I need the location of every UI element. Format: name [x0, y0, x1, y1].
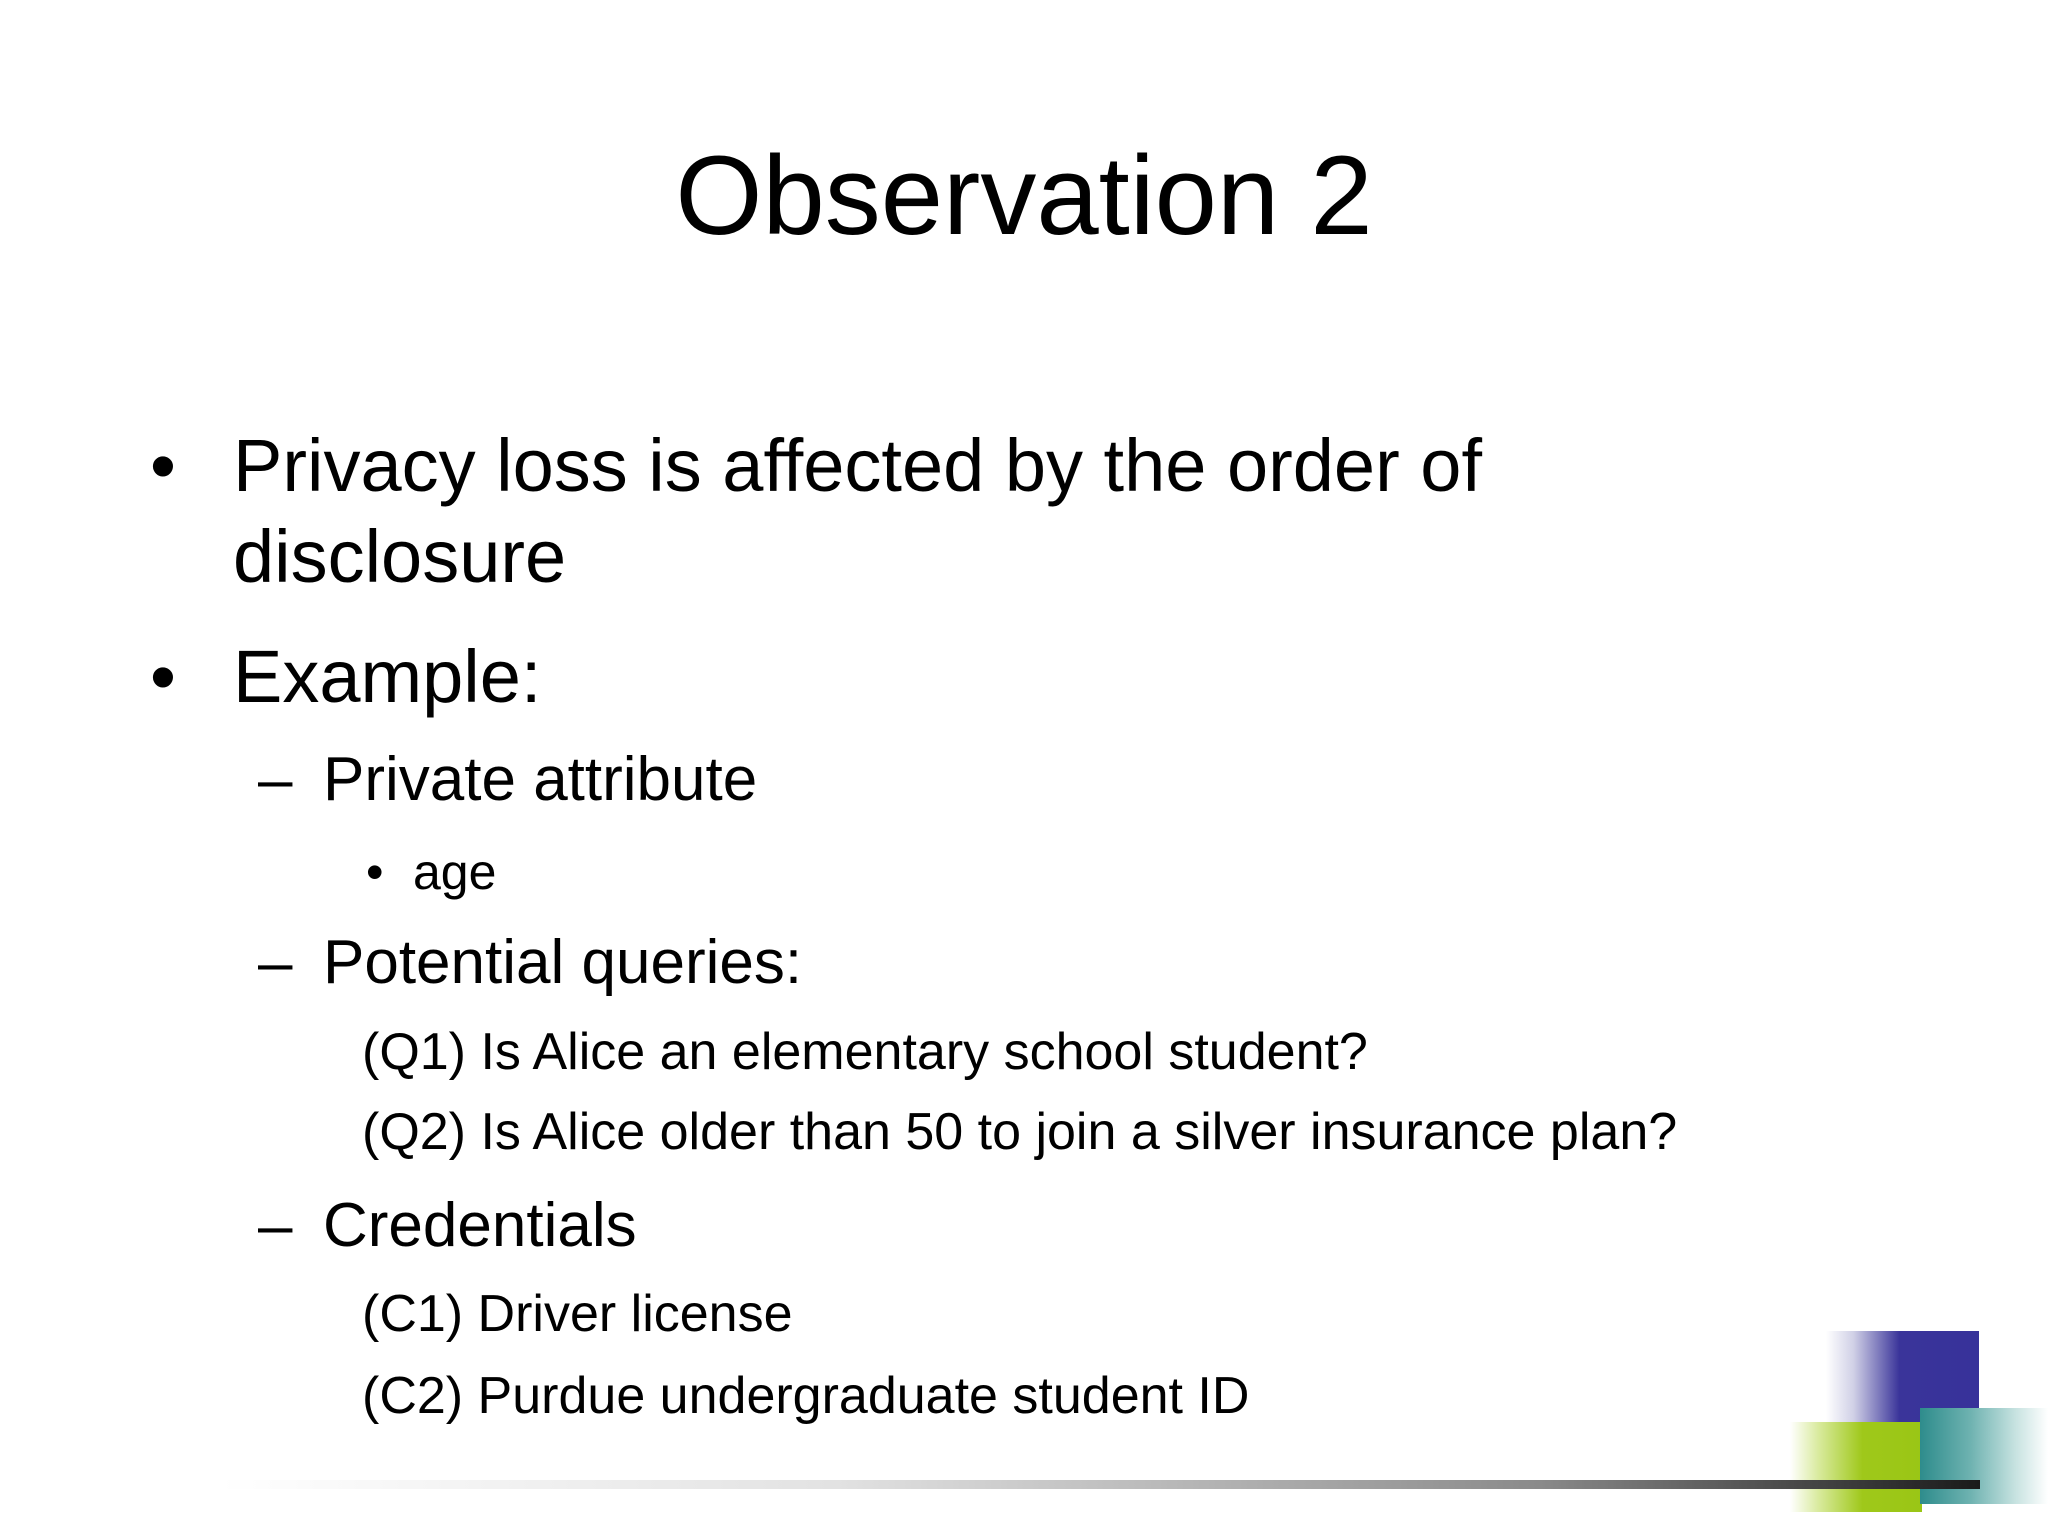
bullet-marker: • [150, 635, 176, 718]
dash-marker: – [258, 928, 293, 997]
query-q2: (Q2) Is Alice older than 50 to join a silver insurance plan? [362, 1103, 1678, 1161]
subbullet-potential-queries: Potential queries: [323, 928, 803, 997]
credential-c1: (C1) Driver license [362, 1285, 793, 1343]
decor-green-square [1790, 1422, 1922, 1512]
query-q1: (Q1) Is Alice an elementary school student? [362, 1023, 1368, 1081]
dash-marker: – [258, 745, 293, 814]
slide-title: Observation 2 [675, 133, 1373, 258]
bullet-privacy-line2: disclosure [233, 515, 567, 598]
dash-marker: – [258, 1191, 293, 1260]
credential-c2: (C2) Purdue undergraduate student ID [362, 1367, 1250, 1425]
bullet-privacy-line1: Privacy loss is affected by the order of [233, 424, 1483, 507]
subsub-age: age [413, 844, 497, 900]
footer-rule [220, 1480, 1980, 1489]
bullet-marker: • [366, 844, 384, 900]
subbullet-private-attribute: Private attribute [323, 745, 758, 814]
subbullet-credentials: Credentials [323, 1191, 637, 1260]
bullet-marker: • [150, 424, 176, 507]
decor-teal-square [1920, 1408, 2048, 1504]
bullet-example: Example: [233, 635, 542, 718]
